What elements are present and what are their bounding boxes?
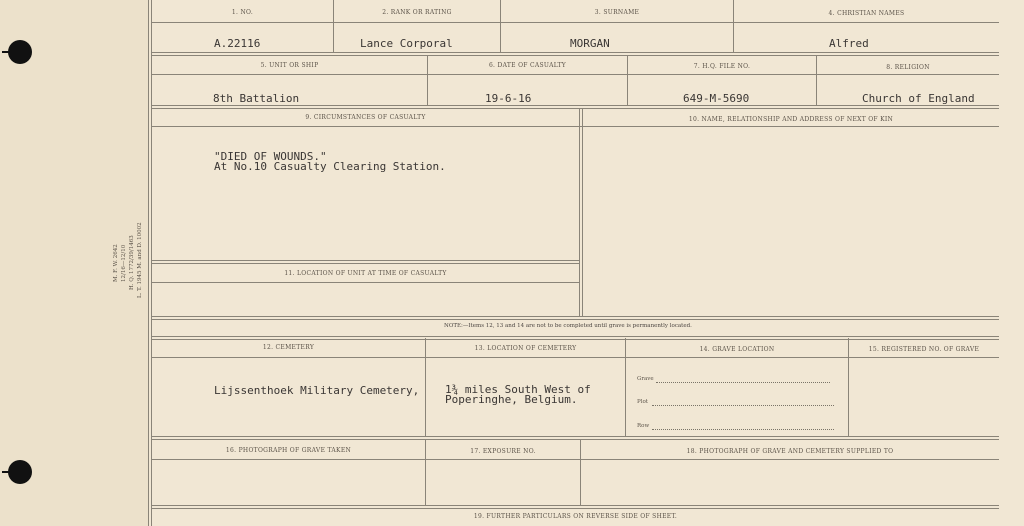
value-circumstances-line2: At No.10 Casualty Clearing Station. bbox=[214, 160, 446, 173]
label-location-unit: 11. LOCATION OF UNIT AT TIME OF CASUALTY bbox=[284, 270, 447, 277]
value-location-line2: Poperinghe, Belgium. bbox=[445, 393, 578, 406]
plot-field-label: Plot bbox=[637, 399, 648, 405]
row-location-unit-top bbox=[151, 260, 579, 264]
label-further: 19. FURTHER PARTICULARS ON REVERSE SIDE OF SHEET. bbox=[473, 513, 678, 520]
row6-top bbox=[151, 505, 999, 509]
label-photo-supplied: 18. PHOTOGRAPH OF GRAVE AND CEMETERY SUPPLIED TO bbox=[686, 448, 894, 455]
row4-bottom bbox=[151, 436, 999, 440]
label-exposure: 17. EXPOSURE NO. bbox=[470, 448, 536, 455]
label-next-of-kin: 10. NAME, RELATIONSHIP AND ADDRESS OF NEXT OF KIN bbox=[688, 116, 894, 123]
value-cemetery: Lijssenthoek Military Cemetery, bbox=[214, 384, 420, 397]
value-no: A.22116 bbox=[214, 37, 261, 50]
row3-rule bbox=[151, 126, 999, 127]
value-rank: Lance Corporal bbox=[360, 37, 453, 50]
value-religion: Church of England bbox=[862, 92, 975, 105]
row-field-label: Row bbox=[637, 423, 650, 429]
form-left-border bbox=[148, 0, 149, 526]
note-top bbox=[151, 316, 999, 320]
side-print-2: 12/16—12/10 bbox=[121, 244, 127, 282]
label-date: 6. DATE OF CASUALTY bbox=[488, 62, 567, 69]
value-unit: 8th Battalion bbox=[213, 92, 300, 105]
row5-rule bbox=[151, 459, 999, 460]
note-text: NOTE:—Items 12, 13 and 14 are not to be completed until grave is permanently located. bbox=[444, 323, 692, 329]
value-date: 19-6-16 bbox=[485, 92, 532, 105]
label-no: 1. NO. bbox=[231, 9, 254, 16]
label-grave-location: 14. GRAVE LOCATION bbox=[699, 346, 775, 353]
value-christian: Alfred bbox=[829, 37, 869, 50]
label-circumstances: 9. CIRCUMSTANCES OF CASUALTY bbox=[305, 114, 426, 121]
label-unit: 5. UNIT OR SHIP bbox=[260, 62, 319, 69]
row-location-unit-rule bbox=[151, 282, 579, 283]
value-surname: MORGAN bbox=[570, 37, 610, 50]
label-rank: 2. RANK OR RATING bbox=[382, 9, 452, 16]
row1-div1 bbox=[333, 0, 334, 52]
label-registered-no: 15. REGISTERED NO. OF GRAVE bbox=[868, 346, 980, 353]
side-print-4: L. T. 1945 M. and D. 10002 bbox=[137, 222, 143, 298]
plot-field-line bbox=[652, 405, 834, 406]
grave-field-line bbox=[656, 382, 830, 383]
row1-div2 bbox=[500, 0, 501, 52]
label-hq-file: 7. H.Q. FILE NO. bbox=[693, 63, 751, 70]
row4-div1 bbox=[425, 338, 426, 437]
label-photo-taken: 16. PHOTOGRAPH OF GRAVE TAKEN bbox=[225, 447, 352, 454]
row1-bottom bbox=[151, 52, 999, 56]
row-field-line bbox=[652, 429, 834, 430]
punch-hole-top bbox=[8, 40, 32, 64]
row2-div3 bbox=[816, 55, 817, 106]
row2-rule bbox=[151, 74, 999, 75]
punch-hole-bottom bbox=[8, 460, 32, 484]
row1-rule bbox=[151, 22, 999, 23]
grave-field-label: Grave bbox=[637, 376, 654, 382]
label-cemetery: 12. CEMETERY bbox=[262, 344, 315, 351]
side-print-3: H. Q. 1772/39/1463 bbox=[129, 235, 135, 290]
value-hq-file: 649-M-5690 bbox=[683, 92, 750, 105]
row3-div-a bbox=[579, 108, 580, 316]
row1-div3 bbox=[733, 0, 734, 52]
side-print-1: M. F. W. 2642 bbox=[113, 244, 119, 282]
label-location-cemetery: 13. LOCATION OF CEMETERY bbox=[474, 345, 577, 352]
value-circumstances-line1: "DIED OF WOUNDS." bbox=[214, 150, 327, 163]
note-bottom bbox=[151, 336, 999, 340]
label-surname: 3. SURNAME bbox=[594, 9, 640, 16]
row3-div-b bbox=[582, 108, 583, 316]
row4-rule bbox=[151, 357, 999, 358]
label-religion: 8. RELIGION bbox=[886, 64, 930, 71]
value-location-line1: 1¾ miles South West of bbox=[445, 383, 591, 396]
label-christian: 4. CHRISTIAN NAMES bbox=[828, 10, 905, 17]
row2-bottom bbox=[151, 105, 999, 109]
